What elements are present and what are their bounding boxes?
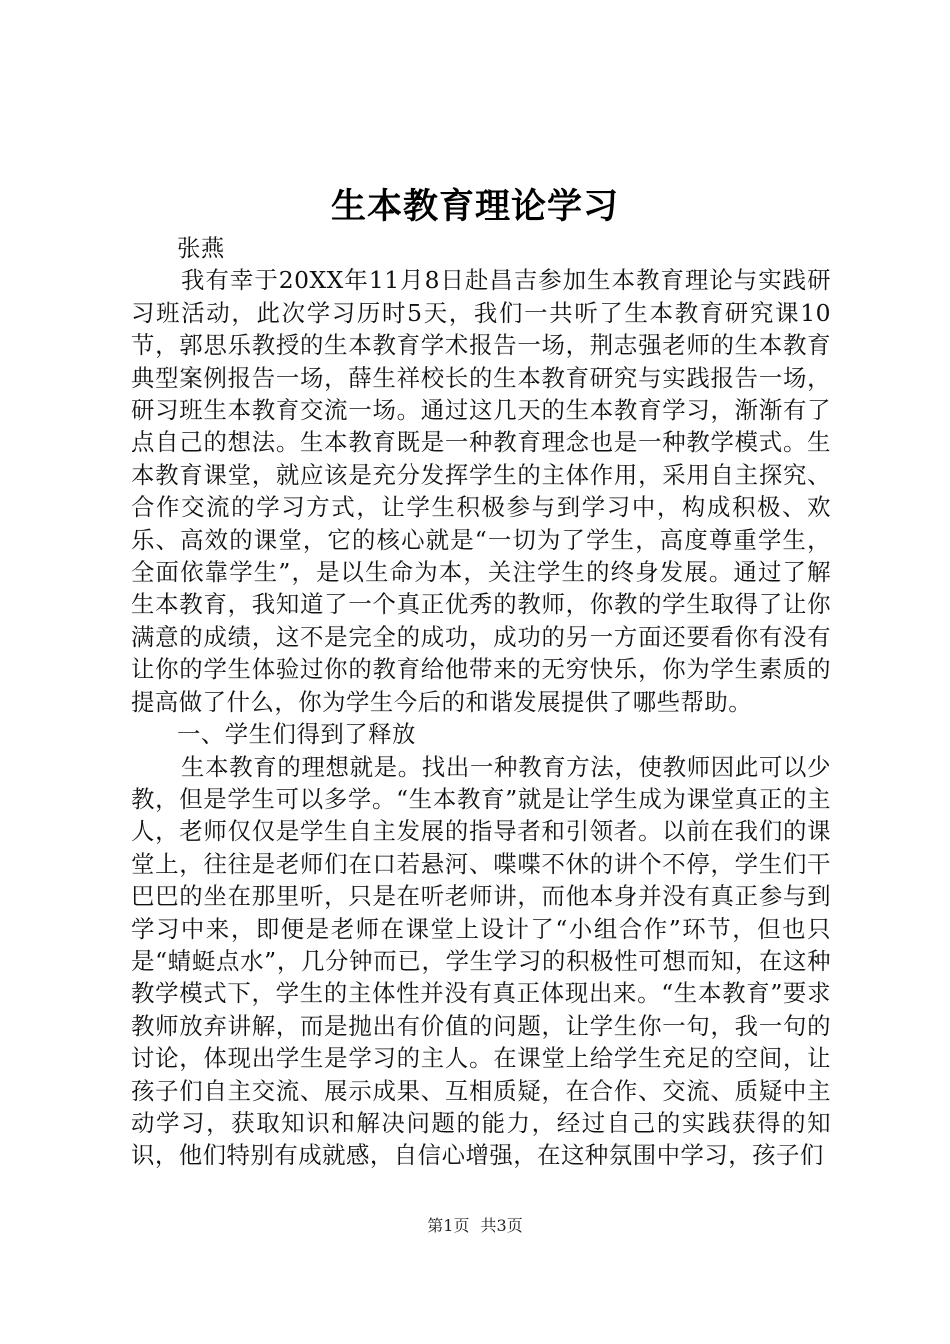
author-name: 张燕 bbox=[177, 234, 225, 262]
intro-paragraph: 我有幸于20XX年11月8日赴昌吉参加生本教育理论与实践研习班活动，此次学习历时5天，我们一共听了生本教育研究课10节，郭思乐教授的生本教育学术报告一场，荆志强老师的生本教育典型案例报告一场，薛生祥校长的生本教育研究与实践报告一场，研习班生本教育交流一场。通过这几天的生本教育学习，渐渐有了点自己的想法。生本教育既是一种教育理念也是一种教学模式。生本教育课堂，就应该是充分发挥学生的主体作用，采用自主探究、合作交流的学习方式，让学生积极参与到学习中，构成积极、欢乐、高效的课堂，它的核心就是“一切为了学生，高度尊重学生，全面依靠学生”，是以生命为本，关注学生的终身发展。通过了解生本教育，我知道了一个真正优秀的教师，你教的学生取得了让你满意的成绩，这不是完全的成功，成功的另一方面还要看你有没有让你的学生体验过你的教育给他带来的无穷快乐，你为学生素质的提高做了什么，你为学生今后的和谐发展提供了哪些帮助。 bbox=[131, 266, 831, 716]
document-title: 生本教育理论学习 bbox=[330, 186, 619, 227]
section-paragraph: 生本教育的理想就是。找出一种教育方法，使教师因此可以少教，但是学生可以多学。“生本教育”就是让学生成为课堂真正的主人，老师仅仅是学生自主发展的指导者和引领者。以前在我们的课堂上，往往是老师们在口若悬河、喋喋不休的讲个不停，学生们干巴巴的坐在那里听，只是在听老师讲，而他本身并没有真正参与到学习中来，即便是老师在课堂上设计了“小组合作”环节，但也只是“蜻蜓点水”，几分钟而已，学生学习的积极性可想而知，在这种教学模式下，学生的主体性并没有真正体现出来。“生本教育”要求教师放弃讲解，而是抛出有价值的问题，让学生你一句，我一句的讨论，体现出学生是学习的主人。在课堂上给学生充足的空间，让孩子们自主交流、展示成果、互相质疑，在合作、交流、质疑中主动学习，获取知识和解决问题的能力，经过自己的实践获得的知识，他们特别有成就感，自信心增强，在这种氛围中学习，孩子们 bbox=[131, 752, 831, 1170]
page-footer: 第1页 共3页 bbox=[427, 1216, 523, 1235]
section-heading: 一、学生们得到了释放 bbox=[177, 720, 416, 749]
document-body bbox=[131, 232, 831, 1172]
